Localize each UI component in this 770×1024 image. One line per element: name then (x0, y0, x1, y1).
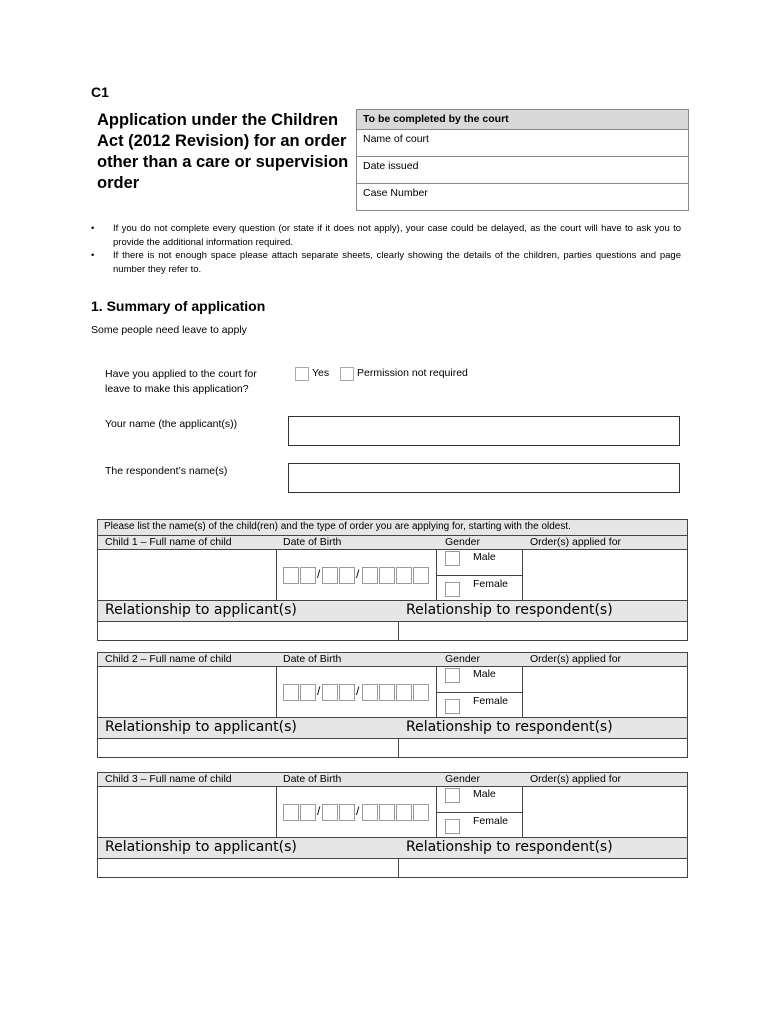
instruction-item (91, 249, 681, 276)
instruction-item (91, 222, 681, 249)
dob-digit[interactable] (283, 684, 299, 701)
dob-digit[interactable] (283, 567, 299, 584)
bullet-icon: • (91, 250, 95, 261)
yes-label: Yes (312, 367, 330, 379)
divider (276, 667, 277, 717)
gender-label: Gender (445, 536, 481, 548)
orders-input[interactable] (523, 550, 687, 600)
female-label: Female (473, 578, 509, 590)
leave-question: Have you applied to the court for leave to make this application? (105, 368, 257, 395)
relationship-headers (98, 601, 687, 622)
dob-separator: / (356, 567, 360, 581)
rel-applicant-label: Relationship to applicant(s) (105, 602, 297, 618)
child-name-input[interactable] (98, 550, 276, 600)
dob-digit[interactable] (300, 567, 316, 584)
gender-label: Gender (445, 773, 481, 785)
dob-digit[interactable] (396, 567, 412, 584)
divider (436, 692, 522, 693)
female-label: Female (473, 815, 509, 827)
rel-applicant-input[interactable] (98, 859, 398, 877)
dob-digit[interactable] (396, 804, 412, 821)
dob-digit[interactable] (300, 804, 316, 821)
dob-digit[interactable] (396, 684, 412, 701)
female-checkbox[interactable] (445, 582, 460, 597)
child-column-headers (98, 653, 687, 667)
respondent-name-input[interactable] (288, 463, 680, 493)
yes-checkbox[interactable] (295, 367, 309, 381)
relationship-headers (98, 838, 687, 859)
relationship-inputs (98, 622, 687, 640)
relationship-headers (98, 718, 687, 739)
male-checkbox[interactable] (445, 668, 460, 683)
dob-digit[interactable] (413, 684, 429, 701)
orders-label: Order(s) applied for (530, 773, 622, 785)
divider (276, 787, 277, 837)
dob-label: Date of Birth (283, 773, 342, 785)
instructions-list (91, 222, 681, 276)
female-checkbox[interactable] (445, 819, 460, 834)
rel-respondent-input[interactable] (399, 739, 687, 757)
dob-separator: / (356, 804, 360, 818)
rel-respondent-input[interactable] (399, 859, 687, 877)
rel-respondent-input[interactable] (399, 622, 687, 640)
gender-label: Gender (445, 653, 481, 665)
child-name-input[interactable] (98, 787, 276, 837)
child-details-row (98, 667, 687, 718)
child-1-block (97, 519, 688, 641)
dob-digit[interactable] (322, 804, 338, 821)
dob-digit[interactable] (339, 567, 355, 584)
dob-digit[interactable] (300, 684, 316, 701)
child-name-label: Child 3 – Full name of child (105, 773, 232, 785)
divider (436, 812, 522, 813)
dob-label: Date of Birth (283, 536, 342, 548)
dob-digit[interactable] (379, 684, 395, 701)
dob-digit[interactable] (283, 804, 299, 821)
rel-respondent-label: Relationship to respondent(s) (406, 602, 613, 618)
applicant-name-input[interactable] (288, 416, 680, 446)
male-label: Male (473, 551, 496, 563)
dob-label: Date of Birth (283, 653, 342, 665)
applicant-name-label: Your name (the applicant(s)) (105, 418, 238, 430)
rel-applicant-label: Relationship to applicant(s) (105, 719, 297, 735)
case-number-field: Case Number (363, 187, 428, 199)
section-subtitle: Some people need leave to apply (91, 324, 247, 336)
court-name-field: Name of court (357, 130, 688, 157)
child-details-row (98, 787, 687, 838)
dob-digit[interactable] (413, 804, 429, 821)
date-issued-field: Date issued (357, 157, 688, 184)
form-id: C1 (91, 84, 109, 100)
child-name-label: Child 2 – Full name of child (105, 653, 232, 665)
dob-digit[interactable] (379, 567, 395, 584)
dob-separator: / (356, 684, 360, 698)
orders-input[interactable] (523, 787, 687, 837)
male-checkbox[interactable] (445, 788, 460, 803)
rel-applicant-label: Relationship to applicant(s) (105, 839, 297, 855)
orders-label: Order(s) applied for (530, 653, 622, 665)
child-3-block (97, 772, 688, 878)
orders-label: Order(s) applied for (530, 536, 622, 548)
dob-separator: / (317, 804, 321, 818)
child-column-headers (98, 536, 687, 550)
male-label: Male (473, 788, 496, 800)
dob-digit[interactable] (322, 567, 338, 584)
female-checkbox[interactable] (445, 699, 460, 714)
male-checkbox[interactable] (445, 551, 460, 566)
permission-not-required-checkbox[interactable] (340, 367, 354, 381)
permission-not-required-label: Permission not required (357, 367, 468, 379)
dob-digit[interactable] (413, 567, 429, 584)
female-label: Female (473, 695, 509, 707)
relationship-inputs (98, 859, 687, 877)
rel-respondent-label: Relationship to respondent(s) (406, 719, 613, 735)
instruction-text: If you do not complete every question (or state if it does not apply), your case could be delayed, as the court will have to ask you to provide the additional information required. (113, 223, 681, 248)
dob-digit[interactable] (322, 684, 338, 701)
rel-applicant-input[interactable] (98, 622, 398, 640)
divider (276, 550, 277, 600)
child-details-row (98, 550, 687, 601)
divider (436, 575, 522, 576)
section-title: 1. Summary of application (91, 298, 266, 314)
orders-input[interactable] (523, 667, 687, 717)
dob-separator: / (317, 684, 321, 698)
dob-digit[interactable] (362, 684, 378, 701)
relationship-inputs (98, 739, 687, 757)
court-use-box (356, 109, 689, 211)
child-2-block (97, 652, 688, 758)
dob-separator: / (317, 567, 321, 581)
child-name-label: Child 1 – Full name of child (105, 536, 232, 548)
child-name-input[interactable] (98, 667, 276, 717)
dob-digit[interactable] (362, 567, 378, 584)
dob-digit[interactable] (379, 804, 395, 821)
bullet-icon: • (91, 223, 95, 234)
respondent-name-label: The respondent’s name(s) (105, 465, 228, 477)
children-intro: Please list the name(s) of the child(ren) and the type of order you are applying for, starting with the oldest. (98, 520, 687, 536)
dob-digit[interactable] (339, 804, 355, 821)
court-box-header: To be completed by the court (357, 110, 688, 130)
page-title: Application under the Children Act (2012 Revision) for an order other than a care or supervision order (97, 111, 349, 192)
dob-digit[interactable] (362, 804, 378, 821)
rel-applicant-input[interactable] (98, 739, 398, 757)
rel-respondent-label: Relationship to respondent(s) (406, 839, 613, 855)
instruction-text: If there is not enough space please attach separate sheets, clearly showing the details of the children, parties questions and page number they refer to. (113, 250, 681, 275)
dob-digit[interactable] (339, 684, 355, 701)
male-label: Male (473, 668, 496, 680)
child-column-headers (98, 773, 687, 787)
